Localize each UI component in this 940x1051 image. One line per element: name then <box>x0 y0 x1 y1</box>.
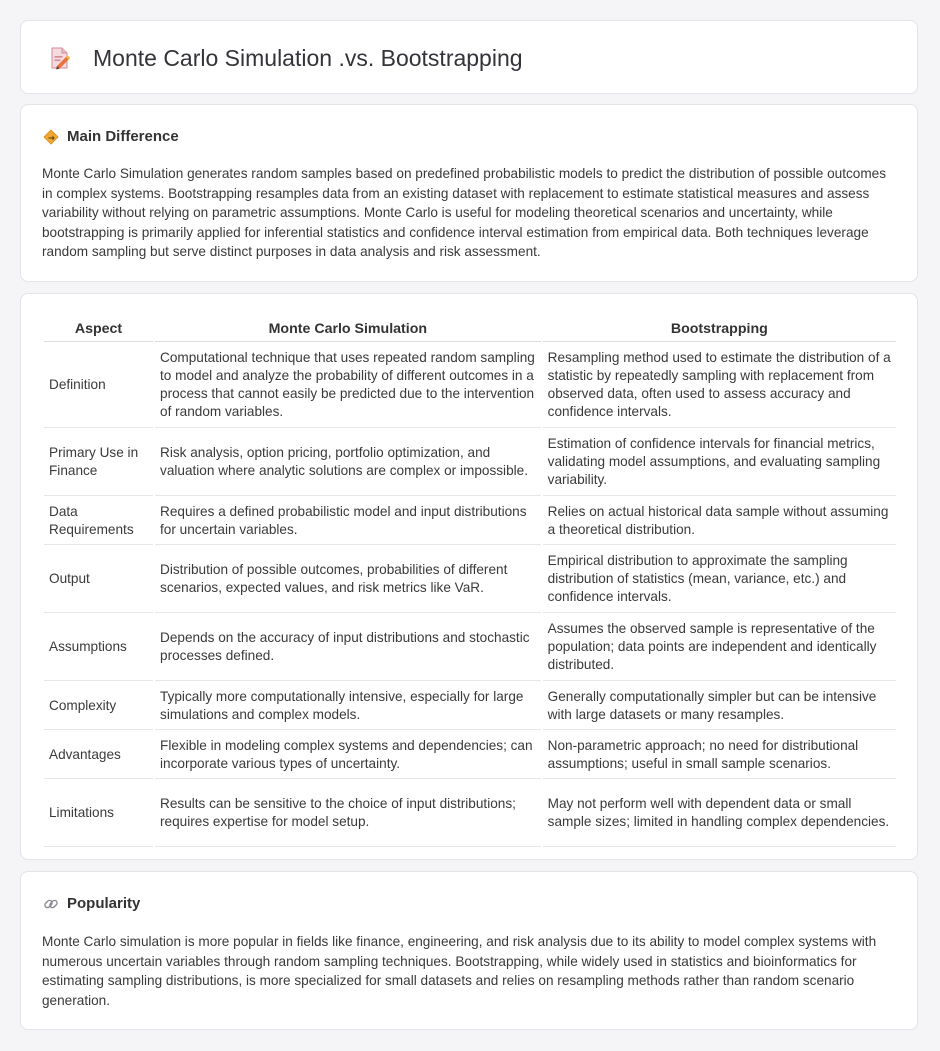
monte-carlo-cell: Risk analysis, option pricing, portfolio optimization, and valuation where analytic solutions are complex or impossible. <box>155 430 541 496</box>
header-card <box>20 20 918 94</box>
aspect-cell: Output <box>44 547 153 613</box>
table-row <box>44 547 896 613</box>
monte-carlo-cell: Computational technique that uses repeated random sampling to model and analyze the probability of different outcomes in a process that cannot easily be predicted due to the intervention of random variables. <box>155 344 541 428</box>
monte-carlo-cell: Results can be sensitive to the choice of input distributions; requires expertise for model setup. <box>155 781 541 847</box>
main-difference-heading <box>43 128 179 145</box>
table-header-row <box>44 318 896 342</box>
link-icon <box>43 896 59 912</box>
table-row <box>44 498 896 545</box>
bootstrapping-cell: Estimation of confidence intervals for financial metrics, validating model assumptions, and evaluating sampling variability. <box>543 430 896 496</box>
comparison-table <box>42 316 898 849</box>
title-row <box>45 42 523 74</box>
column-header-bootstrapping: Bootstrapping <box>543 318 896 342</box>
main-difference-card <box>20 104 918 282</box>
bootstrapping-cell: Generally computationally simpler but can be intensive with large datasets or many resamples. <box>543 683 896 730</box>
aspect-cell: Limitations <box>44 781 153 847</box>
popularity-heading <box>43 895 140 912</box>
table-row <box>44 683 896 730</box>
column-header-monte-carlo: Monte Carlo Simulation <box>155 318 541 342</box>
popularity-text: Monte Carlo simulation is more popular in fields like finance, engineering, and risk analysis due to its ability to model complex systems with numerous uncertain variables through random sampling techniques. Bootstrapping, while widely used in statistics and bioinformatics for estimating sampling distributions, is more specialized for small datasets and relies on resampling methods rather than random scenario generation. <box>42 934 877 1008</box>
main-difference-title: Main Difference <box>67 128 179 145</box>
bootstrapping-cell: Resampling method used to estimate the distribution of a statistic by repeatedly sampling with replacement from observed data, often used to assess accuracy and confidence intervals. <box>543 344 896 428</box>
document-edit-icon <box>45 44 73 72</box>
monte-carlo-cell: Typically more computationally intensive, especially for large simulations and complex models. <box>155 683 541 730</box>
bootstrapping-cell: Assumes the observed sample is representative of the population; data points are independent and identically distributed. <box>543 615 896 681</box>
bootstrapping-cell: Relies on actual historical data sample without assuming a theoretical distribution. <box>543 498 896 545</box>
table-row <box>44 781 896 847</box>
table-row <box>44 430 896 496</box>
diamond-icon <box>43 129 59 145</box>
comparison-card <box>20 293 918 860</box>
bootstrapping-cell: May not perform well with dependent data or small sample sizes; limited in handling complex dependencies. <box>543 781 896 847</box>
main-difference-text: Monte Carlo Simulation generates random samples based on predefined probabilistic models to predict the distribution of possible outcomes in complex systems. Bootstrapping resamples data from an existing dataset with replacement to estimate statistical measures and assess variability without relying on parametric assumptions. Monte Carlo is useful for modeling theoretical scenarios and uncertainty, while bootstrapping is primarily applied for inferential statistics and confidence interval estimation from empirical data. Both techniques leverage random sampling but serve distinct purposes in data analysis and risk assessment. <box>42 166 887 260</box>
table-row <box>44 344 896 428</box>
monte-carlo-cell: Depends on the accuracy of input distributions and stochastic processes defined. <box>155 615 541 681</box>
table-row <box>44 732 896 779</box>
monte-carlo-cell: Flexible in modeling complex systems and dependencies; can incorporate various types of uncertainty. <box>155 732 541 779</box>
aspect-cell: Assumptions <box>44 615 153 681</box>
monte-carlo-cell: Requires a defined probabilistic model and input distributions for uncertain variables. <box>155 498 541 545</box>
page-title: Monte Carlo Simulation .vs. Bootstrapping <box>93 45 523 71</box>
popularity-title: Popularity <box>67 895 141 912</box>
popularity-card <box>20 871 918 1030</box>
column-header-aspect: Aspect <box>44 318 153 342</box>
table-row <box>44 615 896 681</box>
aspect-cell: Definition <box>44 344 153 428</box>
monte-carlo-cell: Distribution of possible outcomes, probabilities of different scenarios, expected values, and risk metrics like VaR. <box>155 547 541 613</box>
bootstrapping-cell: Empirical distribution to approximate the sampling distribution of statistics (mean, variance, etc.) and confidence intervals. <box>543 547 896 613</box>
aspect-cell: Data Requirements <box>44 498 153 545</box>
aspect-cell: Advantages <box>44 732 153 779</box>
aspect-cell: Complexity <box>44 683 153 730</box>
bootstrapping-cell: Non-parametric approach; no need for distributional assumptions; useful in small sample scenarios. <box>543 732 896 779</box>
aspect-cell: Primary Use in Finance <box>44 430 153 496</box>
